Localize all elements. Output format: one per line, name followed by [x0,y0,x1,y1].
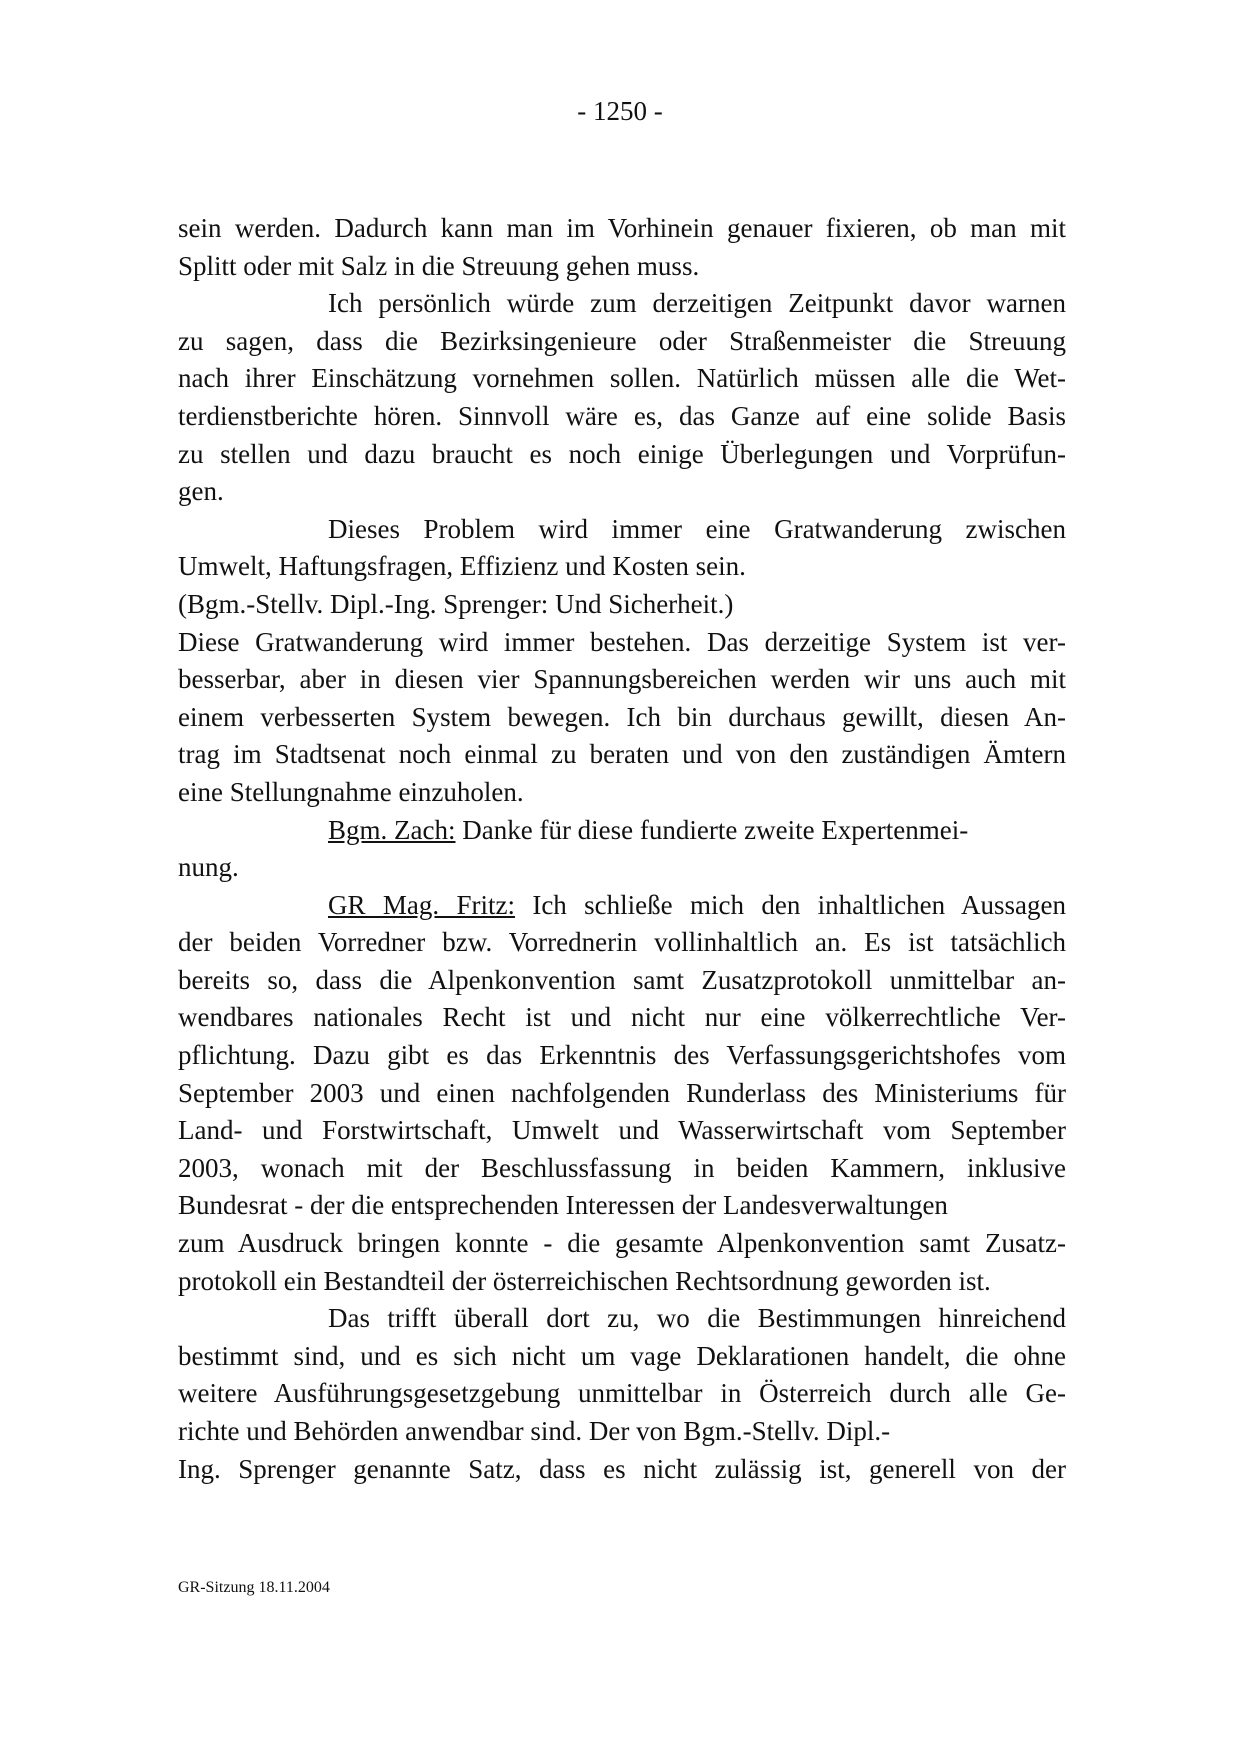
document-body [178,210,1066,1488]
text-line: Land- und Forstwirtschaft, Umwelt und Wasserwirtschaft vom September [178,1115,1066,1146]
speaker-line [178,887,1066,925]
text-line: weitere Ausführungsgesetzgebung unmittelbar in Österreich durch alle Ge- [178,1378,1066,1409]
text-line: Diese Gratwanderung wird immer bestehen. Das derzeitige System ist ver- [178,626,1066,657]
text-line: gen. [178,476,224,507]
text-line: bereits so, dass die Alpenkonvention samt Zusatzprotokoll unmittelbar an- [178,964,1066,995]
text-line: zu stellen und dazu braucht es noch einige Überlegungen und Vorprüfun- [178,438,1066,469]
speaker-name: GR Mag. Fritz: [328,889,515,920]
text-line: Splitt oder mit Salz in die Streuung gehen muss. [178,250,700,281]
text-line: Das trifft überall dort zu, wo die Bestimmungen hinreichend [328,1303,1066,1334]
text-line: eine Stellungnahme einzuholen. [178,776,524,807]
interjection-line: (Bgm.-Stellv. Dipl.-Ing. Sprenger: Und Sicherheit.) [178,588,734,619]
text-line: Umwelt, Haftungsfragen, Effizienz und Kosten sein. [178,551,746,582]
text-line: besserbar, aber in diesen vier Spannungsbereichen werden wir uns auch mit [178,664,1066,695]
text-line: Dieses Problem wird immer eine Gratwanderung zwischen [328,513,1066,544]
text-line: der beiden Vorredner bzw. Vorrednerin vollinhaltlich an. Es ist tatsächlich [178,927,1066,958]
text-line: pflichtung. Dazu gibt es das Erkenntnis des Verfassungsgerichtshofes vom [178,1040,1066,1071]
text-line: Ich persönlich würde zum derzeitigen Zeitpunkt davor warnen [328,288,1066,319]
text-line: wendbares nationales Recht ist und nicht nur eine völkerrechtliche Ver- [178,1002,1066,1033]
text-line: protokoll ein Bestandteil der österreichischen Rechtsordnung geworden ist. [178,1265,991,1296]
text-line: zu sagen, dass die Bezirksingenieure oder Straßenmeister die Streuung [178,325,1066,356]
text-line: zum Ausdruck bringen konnte - die gesamte Alpenkonvention samt Zusatz- [178,1228,1066,1259]
text-line: Ing. Sprenger genannte Satz, dass es nicht zulässig ist, generell von der [178,1453,1066,1484]
text-line: trag im Stadtsenat noch einmal zu beraten und von den zuständigen Ämtern [178,739,1066,770]
speaker-text: Danke für diese fundierte zweite Expertenmei- [455,814,969,845]
text-line: 2003, wonach mit der Beschlussfassung in beiden Kammern, inklusive [178,1152,1066,1183]
text-line: Bundesrat - der die entsprechenden Interessen der Landesverwaltungen [178,1190,948,1221]
speaker-name: Bgm. Zach: [328,814,456,845]
text-line: richte und Behörden anwendbar sind. Der von Bgm.-Stellv. Dipl.- [178,1416,891,1446]
speaker-line [178,812,1066,850]
text-line: nach ihrer Einschätzung vornehmen sollen. Natürlich müssen alle die Wet- [178,363,1066,394]
text-line: terdienstberichte hören. Sinnvoll wäre es, das Ganze auf eine solide Basis [178,400,1066,431]
footer-session-date: GR-Sitzung 18.11.2004 [178,1579,330,1596]
text-line: bestimmt sind, und es sich nicht um vage Deklarationen handelt, die ohne [178,1340,1066,1371]
speaker-text: Ich schließe mich den inhaltlichen Aussagen [514,889,1066,920]
text-line: einem verbesserten System bewegen. Ich bin durchaus gewillt, diesen An- [178,701,1066,732]
page-number: - 1250 - [577,96,663,126]
text-line: sein werden. Dadurch kann man im Vorhinein genauer fixieren, ob man mit [178,213,1066,243]
text-line: nung. [178,852,239,883]
text-line: September 2003 und einen nachfolgenden Runderlass des Ministeriums für [178,1077,1066,1108]
